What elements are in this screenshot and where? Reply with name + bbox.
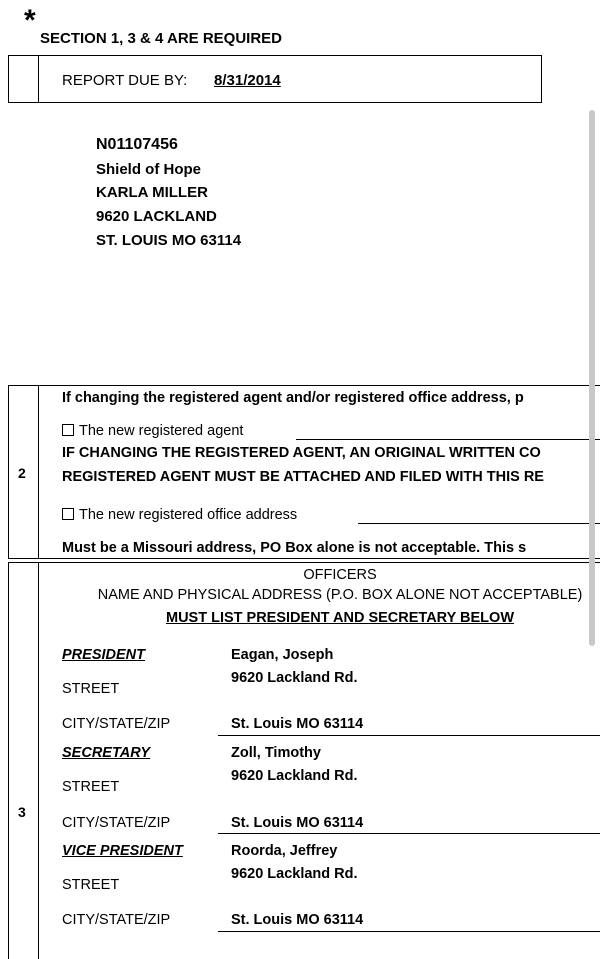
agent-warning-line2: REGISTERED AGENT MUST BE ATTACHED AND FILED WITH THIS RE [62, 469, 544, 485]
city-line-vice-president [218, 931, 600, 932]
section3-left-border [8, 562, 9, 959]
officers-instruction: MUST LIST PRESIDENT AND SECRETARY BELOW [165, 610, 514, 626]
new-agent-row [62, 423, 243, 439]
section2-bottom-border [8, 558, 600, 559]
contact-name: KARLA MILLER [96, 184, 208, 201]
report-due-date: 8/31/2014 [214, 72, 281, 89]
officer-title-vice-president: VICE PRESIDENT [62, 843, 183, 859]
section2-divider [38, 385, 39, 559]
section3-top-border [8, 562, 600, 563]
organization-name: Shield of Hope [96, 161, 201, 178]
officer-title-president: PRESIDENT [62, 647, 145, 663]
city-label-vice-president: CITY/STATE/ZIP [62, 912, 171, 928]
new-office-row [62, 507, 297, 523]
section3-number: 3 [18, 804, 26, 820]
address-street: 9620 LACKLAND [96, 208, 217, 225]
required-asterisk: * [24, 4, 36, 37]
officers-heading: OFFICERS [303, 567, 377, 583]
section3-divider [38, 562, 39, 959]
agent-warning-line1: IF CHANGING THE REGISTERED AGENT, AN ORIGINAL WRITTEN CO [62, 445, 541, 461]
street-label-vice-president: STREET [62, 877, 120, 893]
officer-street-secretary: 9620 Lackland Rd. [231, 768, 358, 784]
street-label-secretary: STREET [62, 779, 120, 795]
address-city: ST. LOUIS MO 63114 [96, 232, 242, 249]
new-office-line [358, 523, 600, 524]
street-label-president: STREET [62, 681, 120, 697]
new-office-checkbox[interactable] [62, 508, 74, 520]
officer-name-vice-president: Roorda, Jeffrey [231, 843, 338, 859]
officer-street-vice-president: 9620 Lackland Rd. [231, 866, 358, 882]
city-line-president [218, 735, 600, 736]
report-due-label: REPORT DUE BY: [62, 72, 188, 89]
new-agent-line [296, 439, 600, 440]
new-agent-checkbox[interactable] [62, 424, 74, 436]
section2-number: 2 [18, 465, 26, 481]
officer-name-secretary: Zoll, Timothy [231, 745, 321, 761]
city-label-secretary: CITY/STATE/ZIP [62, 815, 171, 831]
officers-subheading: NAME AND PHYSICAL ADDRESS (P.O. BOX ALONE NOT ACCEPTABLE) [97, 587, 583, 603]
section2-left-border [8, 385, 9, 559]
section2-intro: If changing the registered agent and/or registered office address, p [62, 390, 524, 406]
officer-street-president: 9620 Lackland Rd. [231, 670, 358, 686]
city-label-president: CITY/STATE/ZIP [62, 716, 171, 732]
new-office-label: The new registered office address [79, 507, 298, 523]
officer-city-president: St. Louis MO 63114 [231, 716, 364, 732]
city-line-secretary [218, 833, 600, 834]
section2-footer: Must be a Missouri address, PO Box alone is not acceptable. This s [62, 540, 527, 556]
new-agent-label: The new registered agent [79, 423, 244, 439]
vertical-scrollbar[interactable] [589, 110, 595, 646]
charter-number: N01107456 [96, 136, 178, 153]
officer-name-president: Eagan, Joseph [231, 647, 334, 663]
report-due-divider [38, 55, 39, 103]
officer-city-vice-president: St. Louis MO 63114 [231, 912, 364, 928]
required-sections-note: SECTION 1, 3 & 4 ARE REQUIRED [40, 30, 282, 47]
section2-top-border [8, 385, 600, 386]
officer-city-secretary: St. Louis MO 63114 [231, 815, 364, 831]
officer-title-secretary: SECRETARY [62, 745, 151, 761]
